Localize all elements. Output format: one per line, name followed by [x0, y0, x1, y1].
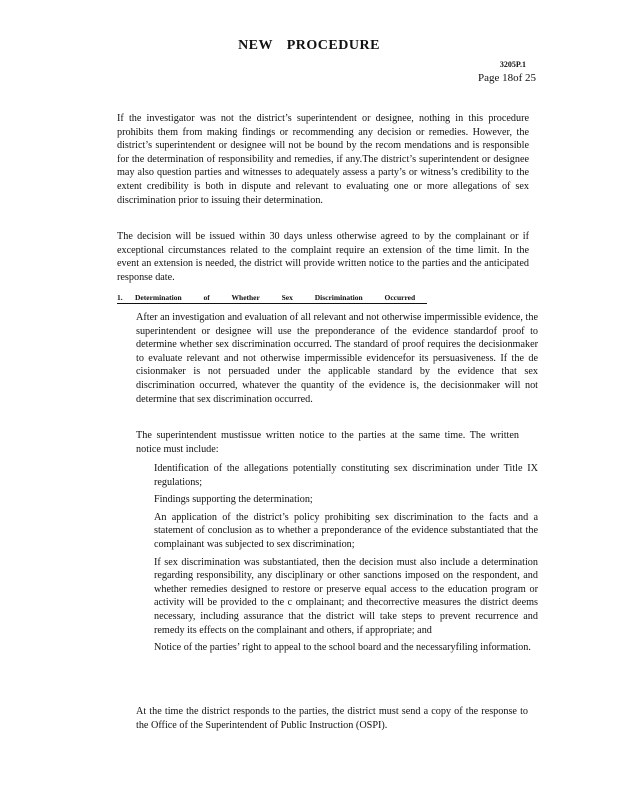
list-item: [136, 511, 538, 552]
procedure-code: 3205P.1: [499, 60, 526, 69]
page-number: Page 18of 25: [477, 72, 536, 84]
section-heading: [117, 293, 427, 304]
list-item-text: If sex discrimination was substantiated, then the decision must also include a determination regarding responsibility, any disciplinary or other sanctions imposed on the respondent, and whether remedies designed to restore or preserve equal access to the education program or activity will be provided to the c omplainant; and thecorrective measures the district deems necessary, including assurance that the district will take steps to prevent recurrence and remedy its effects on the complainant and others, if appropriate; and: [154, 556, 538, 636]
notice-requirements-list: [136, 462, 538, 659]
section-title: Determination of Whether Sex Discrimination Occurred: [135, 293, 416, 302]
paragraph-written-notice: The superintendent mustissue written notice to the parties at the same time. The written notice must include:: [136, 430, 519, 455]
list-item: [136, 493, 538, 507]
paragraph-ospi-copy: At the time the district responds to the parties, the district must send a copy of the response to the Office of the Superintendent of Public Instruction (OSPI).: [136, 706, 528, 731]
section-number: 1.: [117, 293, 123, 302]
list-item-text: Identification of the allegations potentially constituting sex discrimination under Title IX regulations;: [154, 463, 538, 488]
list-item: [136, 556, 538, 638]
list-item: [136, 462, 538, 489]
list-item: [136, 641, 538, 655]
page-title: NEW PROCEDURE: [238, 38, 380, 53]
list-item-text: An application of the district’s policy prohibiting sex discrimination to the facts and a statement of conclusion as to whether a preponderance of the evidence substantiated that the complainant was subjected to sex discrimination;: [154, 511, 538, 550]
paragraph-decision-timeline: The decision will be issued within 30 days unless otherwise agreed to by the complainant or if exceptional circumstances related to the complaint require an extension of the time limit. In the event an extension is needed, the district will provide written notice to the parties and the anticipated response date.: [117, 231, 529, 283]
paragraph-investigator: If the investigator was not the district’s superintendent or designee, nothing in this procedure prohibits them from making findings or recommending any decision or remedies. However, the district’s superintendent or designee will not be bound by the recom mendations and is responsible for the determination of responsibility and remedies, if any.The district’s superintendent or designee may also question parties and witnesses to adequately assess a party’s or witness’s credibility to the extent credibility is both in dispute and relevant to evaluating one or more allegations of sex discrimination prior to issuing their determination.: [117, 113, 529, 206]
paragraph-standard-of-proof: After an investigation and evaluation of all relevant and not otherwise impermissible evidence, the superintendent or designee will use the preponderance of the evidence standardof proof to determine whether sex discrimination occurred. The standard of proof requires the decisionmaker to evaluate relevant and not otherwise impermissible evidencefor its persuasiveness. If the de cisionmaker is not persuaded under the applicable standard by the evidence that sex discrimination occurred, whatever the quantity of the evidence is, the decisionmaker will not determine that sex discrimination occurred.: [136, 312, 538, 405]
list-item-text: Findings supporting the determination;: [154, 494, 313, 506]
list-item-text: Notice of the parties’ right to appeal to the school board and the necessaryfiling information.: [154, 642, 531, 654]
